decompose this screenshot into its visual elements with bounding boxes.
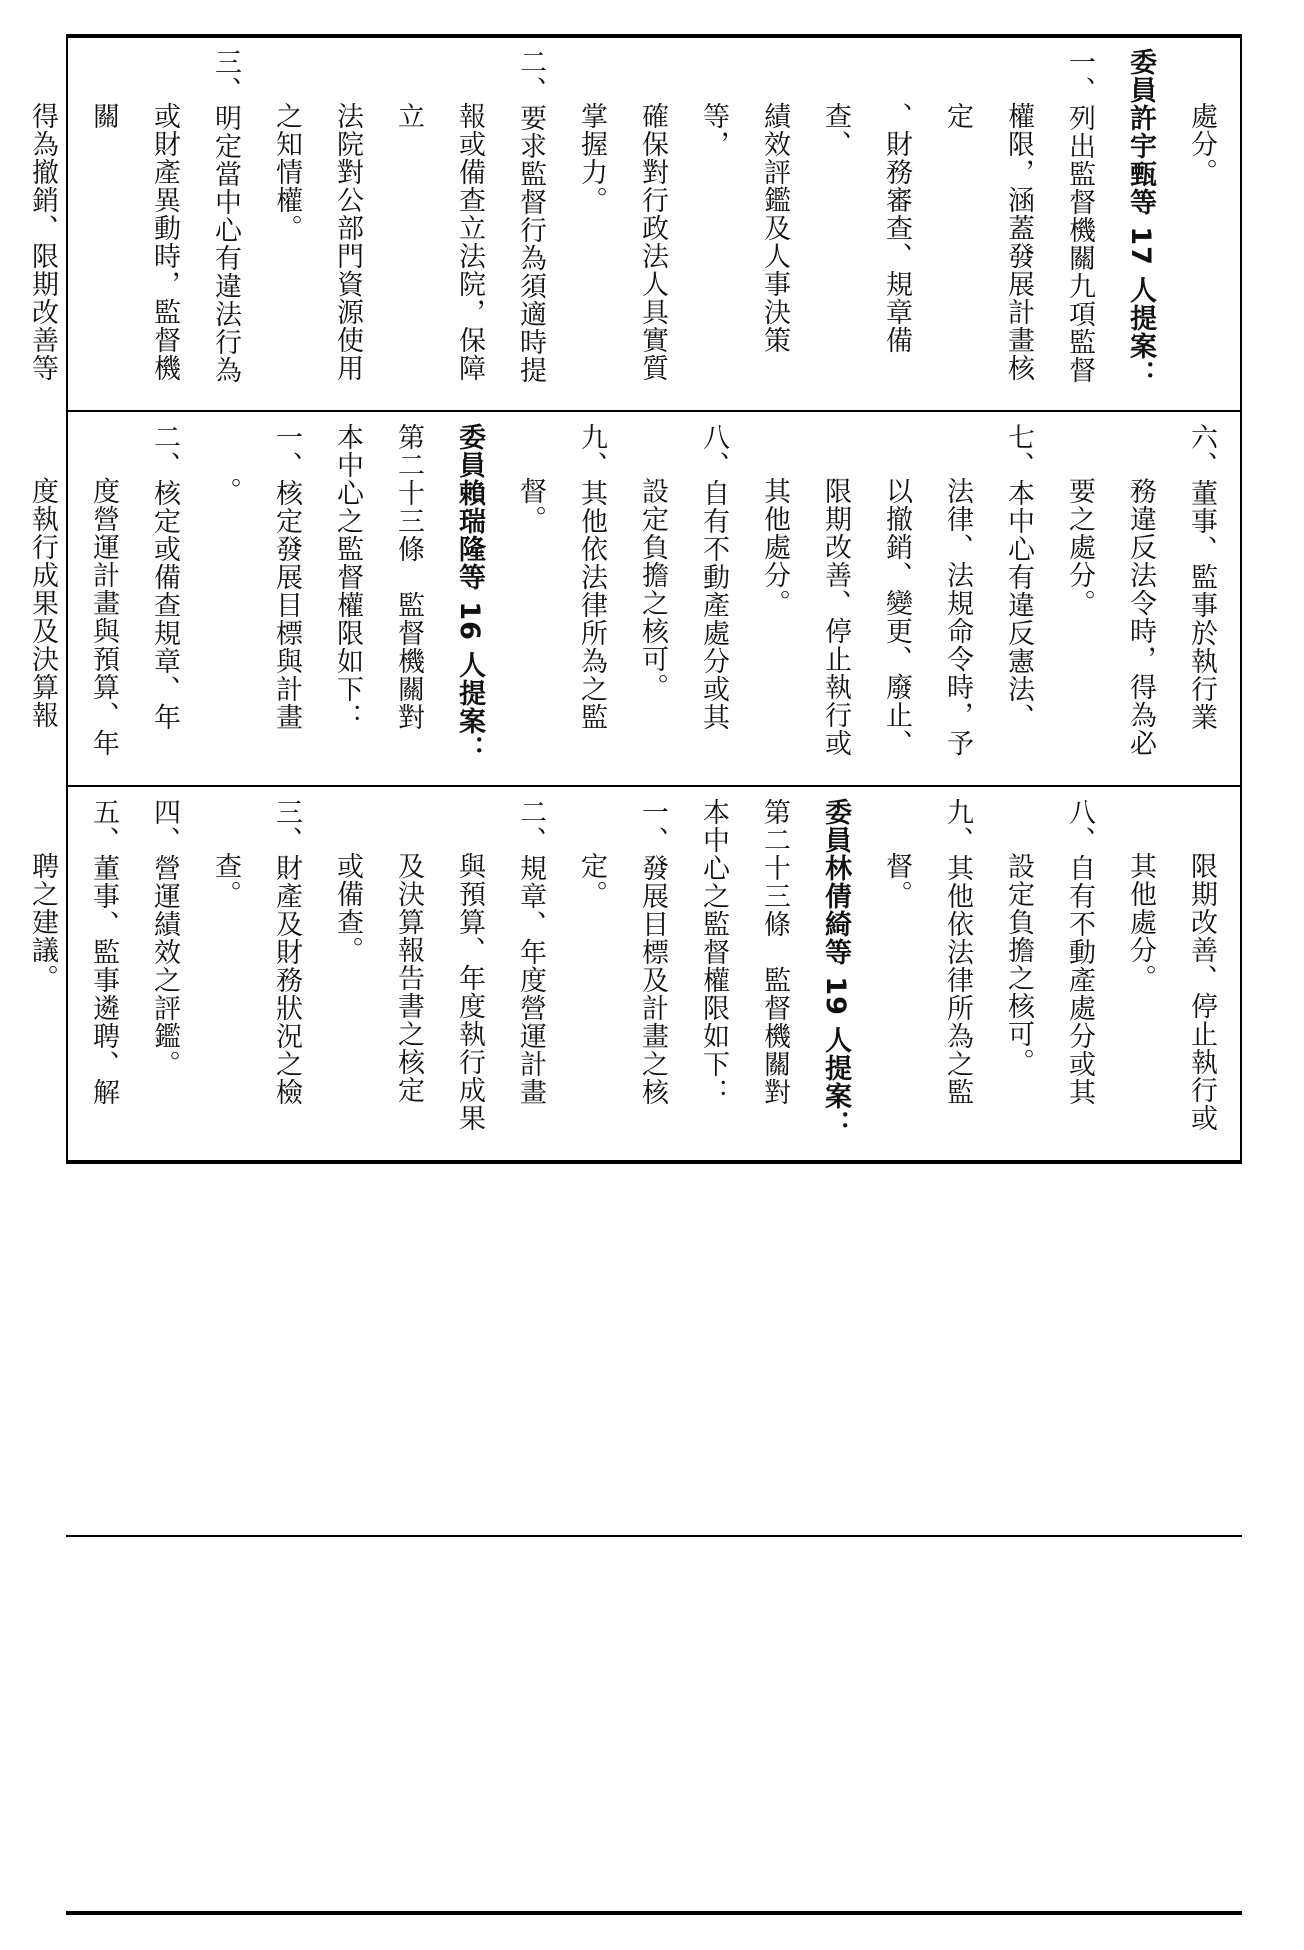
text-line: 第二十三條 監督機關對	[393, 423, 424, 731]
text-line: 掌握力。	[576, 102, 607, 214]
text-line: 或財產異動時，監督機關	[88, 102, 180, 382]
text-line: 務違反法令時，得為必	[1125, 477, 1156, 757]
text-line: 度營運計畫與預算、年	[88, 477, 119, 757]
text-line: 與預算、年度執行成果	[454, 852, 485, 1132]
text-line: 本中心之監督權限如下：	[698, 798, 729, 1106]
text-line	[0, 423, 12, 779]
text-line: 二、核定或備查規章、年	[149, 423, 180, 731]
table-cell-left	[27, 798, 1232, 1154]
text-line: 二、要求監督行為須適時提	[515, 48, 546, 384]
text-line: 六、董事、監事於執行業	[1186, 423, 1217, 731]
text-line: 一、列出監督機關九項監督	[1064, 48, 1095, 384]
table-cell-right	[27, 48, 1232, 404]
proposal-heading: 委員許宇甄等 17 人提案：	[1125, 48, 1156, 389]
text-line: 定。	[576, 852, 607, 908]
text-line: 法律、法規命令時，予	[942, 477, 973, 757]
text-line: 一、核定發展目標與計畫	[271, 423, 302, 731]
text-line: 。	[210, 477, 241, 505]
text-line: 本中心之監督權限如下：	[332, 423, 363, 731]
text-line: 確保對行政法人具實質	[637, 102, 668, 382]
text-line: 法院對公部門資源使用	[332, 102, 363, 382]
text-line: 三、明定當中心有違法行為	[210, 48, 241, 384]
row-divider-3	[66, 1160, 1242, 1164]
text-line: 五、董事、監事遴聘、解	[88, 798, 119, 1106]
text-line: 權限，涵蓋發展計畫核定	[942, 102, 1034, 382]
proposal-heading: 委員賴瑞隆等 16 人提案：	[454, 423, 485, 764]
table-top-border	[66, 34, 1242, 38]
text-line: 設定負擔之核可。	[637, 477, 668, 701]
table-right-border	[1240, 34, 1242, 1162]
text-line: 之知情權。	[271, 102, 302, 242]
text-line: 一、發展目標及計畫之核	[637, 798, 668, 1106]
text-line: 限期改善、停止執行或	[1186, 852, 1217, 1132]
text-line: 或備查。	[332, 852, 363, 964]
text-line: 報或備查立法院，保障立	[393, 102, 485, 382]
proposal-heading: 委員林倩綺等 19 人提案：	[820, 798, 851, 1139]
text-line: 得為撤銷、限期改善等	[27, 102, 58, 382]
text-line: 八、自有不動產處分或其	[1064, 798, 1095, 1106]
text-line: 九、其他依法律所為之監	[942, 798, 973, 1106]
text-line: 第二十三條 監督機關對	[759, 798, 790, 1106]
text-line: 督。	[881, 852, 912, 908]
text-line: 督。	[515, 477, 546, 533]
empty-cell-upper	[72, 1174, 1232, 1530]
text-line: 聘之建議。	[27, 852, 58, 992]
text-line: 限期改善、停止執行或	[820, 477, 851, 757]
empty-cell-lower	[72, 1549, 1232, 1905]
table-cell-middle	[27, 423, 1232, 779]
text-line: 設定負擔之核可。	[1003, 852, 1034, 1076]
text-line: 其他處分。	[1125, 852, 1156, 992]
table-bottom-border	[66, 1911, 1242, 1915]
text-line: 二、規章、年度營運計畫	[515, 798, 546, 1106]
text-line: 八、自有不動產處分或其	[698, 423, 729, 731]
text-line	[0, 798, 12, 1154]
row-divider-1	[66, 410, 1242, 412]
text-line: 三、財產及財務狀況之檢	[271, 798, 302, 1106]
text-line: 處分。	[1186, 102, 1217, 186]
text-line: 及決算報告書之核定	[393, 852, 424, 1104]
text-line: 要之處分。	[1064, 477, 1095, 617]
row-divider-2	[66, 785, 1242, 787]
text-line: 七、本中心有違反憲法、	[1003, 423, 1034, 731]
text-line: 查。	[210, 852, 241, 908]
text-line: 度執行成果及決算報	[27, 477, 58, 729]
text-line: 、財務審查、規章備查、	[820, 102, 912, 354]
text-line: 以撤銷、變更、廢止、	[881, 477, 912, 757]
text-line: 九、其他依法律所為之監	[576, 423, 607, 731]
text-line: 績效評鑑及人事決策等，	[698, 102, 790, 354]
text-line: 其他處分。	[759, 477, 790, 617]
text-line: 四、營運績效之評鑑。	[149, 798, 180, 1078]
row-divider-4	[66, 1535, 1242, 1537]
